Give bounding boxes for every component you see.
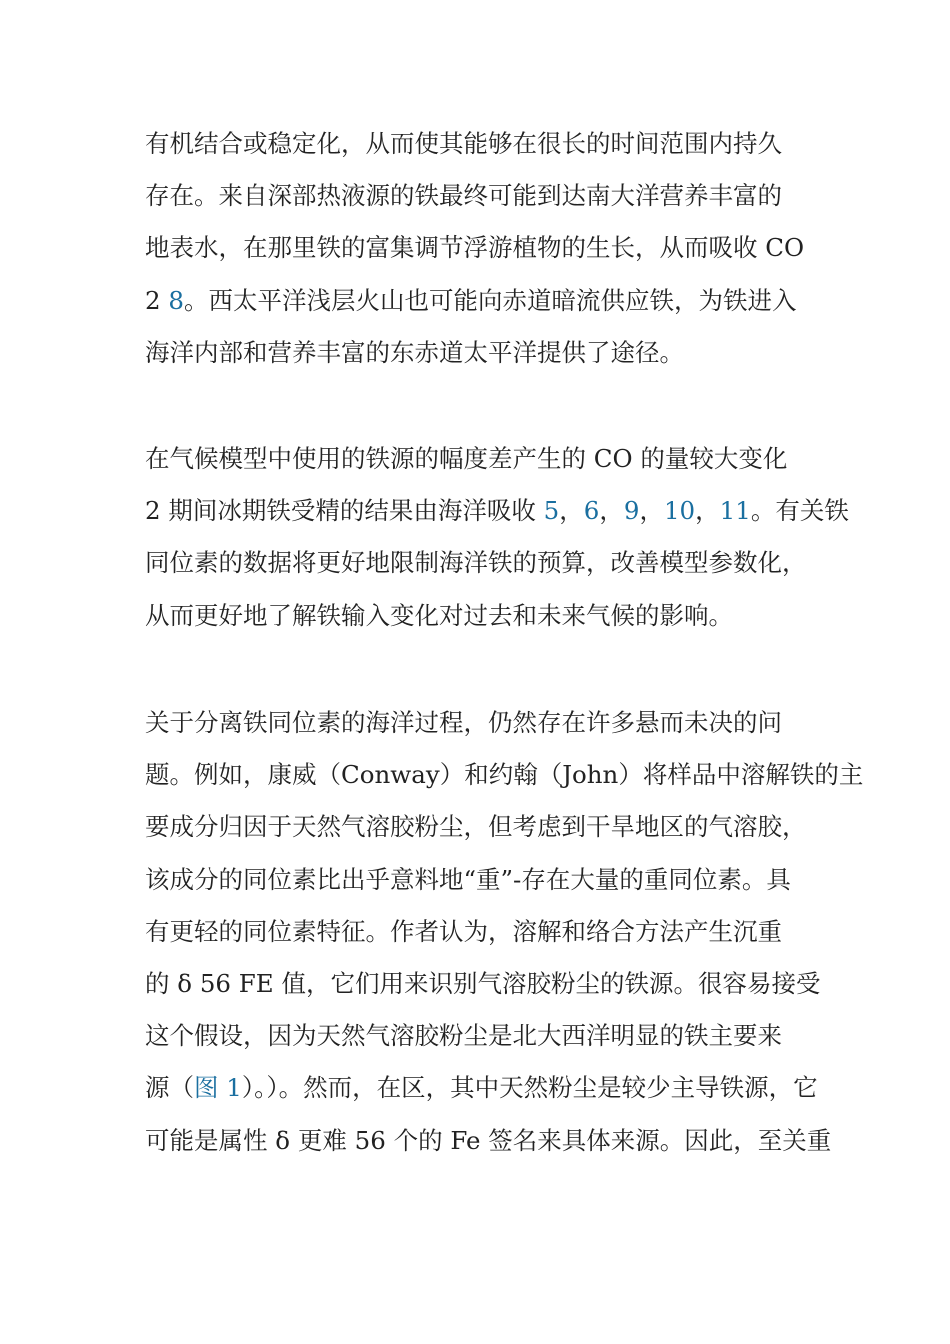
- text-line: [145, 118, 810, 170]
- text-segment: 这个假设，因为天然气溶胶粉尘是北大西洋明显的铁主要来: [145, 1021, 782, 1051]
- text-line: [145, 697, 810, 749]
- text-segment: 的 δ 56 FE 值，它们用来识别气溶胶粉尘的铁源。很容易接受: [145, 968, 821, 998]
- text-segment: 从而更好地了解铁输入变化对过去和未来气候的影响。: [145, 600, 733, 630]
- citation-link[interactable]: 5: [543, 496, 560, 526]
- text-segment: 源（: [145, 1073, 194, 1103]
- text-segment: 存在。来自深部热液源的铁最终可能到达南大洋营养丰富的: [145, 181, 782, 211]
- text-segment: ，: [639, 496, 664, 526]
- text-line: [145, 485, 849, 537]
- text-segment: 海洋内部和营养丰富的东赤道太平洋提供了途径。: [145, 337, 684, 367]
- text-segment: 2: [145, 285, 169, 315]
- text-segment: 有更轻的同位素特征。作者认为，溶解和络合方法产生沉重: [145, 916, 782, 946]
- text-line: [145, 749, 864, 801]
- citation-link[interactable]: 11: [719, 496, 751, 526]
- citation-link[interactable]: 6: [583, 496, 600, 526]
- text-segment: 可能是属性 δ 更难 56 个的 Fe 签名来具体来源。因此，至关重: [145, 1125, 832, 1155]
- text-segment: 在气候模型中使用的铁源的幅度差产生的 CO 的量较大变化: [145, 444, 788, 473]
- text-line: [145, 537, 810, 589]
- citation-link[interactable]: 图 1: [194, 1073, 242, 1103]
- citation-link[interactable]: 9: [623, 496, 640, 526]
- text-line: [145, 1062, 818, 1114]
- text-line: [145, 1010, 810, 1062]
- text-segment: ，: [599, 496, 624, 526]
- paragraph-isotope-processes: [145, 697, 864, 1167]
- text-segment: ，: [695, 496, 720, 526]
- text-segment: 有机结合或稳定化，从而使其能够在很长的时间范围内持久: [145, 129, 782, 158]
- text-segment: 。有关铁: [750, 496, 849, 526]
- citation-link[interactable]: 8: [168, 285, 184, 315]
- text-segment: ）。）。然而，在区，其中天然粉尘是较少主导铁源，它: [241, 1073, 818, 1103]
- text-line: [145, 906, 810, 958]
- text-segment: 同位素的数据将更好地限制海洋铁的预算，改善模型参数化，: [145, 548, 807, 578]
- text-segment: 2 期间冰期铁受精的结果由海洋吸收: [145, 496, 544, 526]
- text-line: [145, 327, 810, 379]
- text-segment: 关于分离铁同位素的海洋过程，仍然存在许多悬而未决的问: [145, 708, 782, 737]
- text-segment: ，: [559, 496, 584, 526]
- paragraph-iron-sources: [145, 118, 810, 379]
- text-line: [145, 590, 810, 642]
- text-segment: 该成分的同位素比出乎意料地“重”-存在大量的重同位素。具: [145, 864, 791, 894]
- text-line: [145, 275, 810, 327]
- text-line: [145, 801, 810, 853]
- text-segment: 地表水，在那里铁的富集调节浮游植物的生长，从而吸收 CO: [145, 233, 805, 263]
- text-line: [145, 222, 810, 274]
- paragraph-climate-models: [145, 433, 849, 642]
- text-line: [145, 958, 821, 1010]
- text-line: [145, 170, 810, 222]
- text-segment: 。西太平洋浅层火山也可能向赤道暗流供应铁，为铁进入: [183, 285, 797, 315]
- text-segment: 题。例如，康威（Conway）和约翰（John）将样品中溶解铁的主: [145, 760, 864, 790]
- citation-link[interactable]: 10: [663, 496, 696, 526]
- text-segment: 要成分归因于天然气溶胶粉尘，但考虑到干旱地区的气溶胶，: [145, 812, 807, 842]
- text-line: [145, 433, 810, 485]
- text-line: [145, 854, 810, 906]
- text-line: [145, 1115, 832, 1167]
